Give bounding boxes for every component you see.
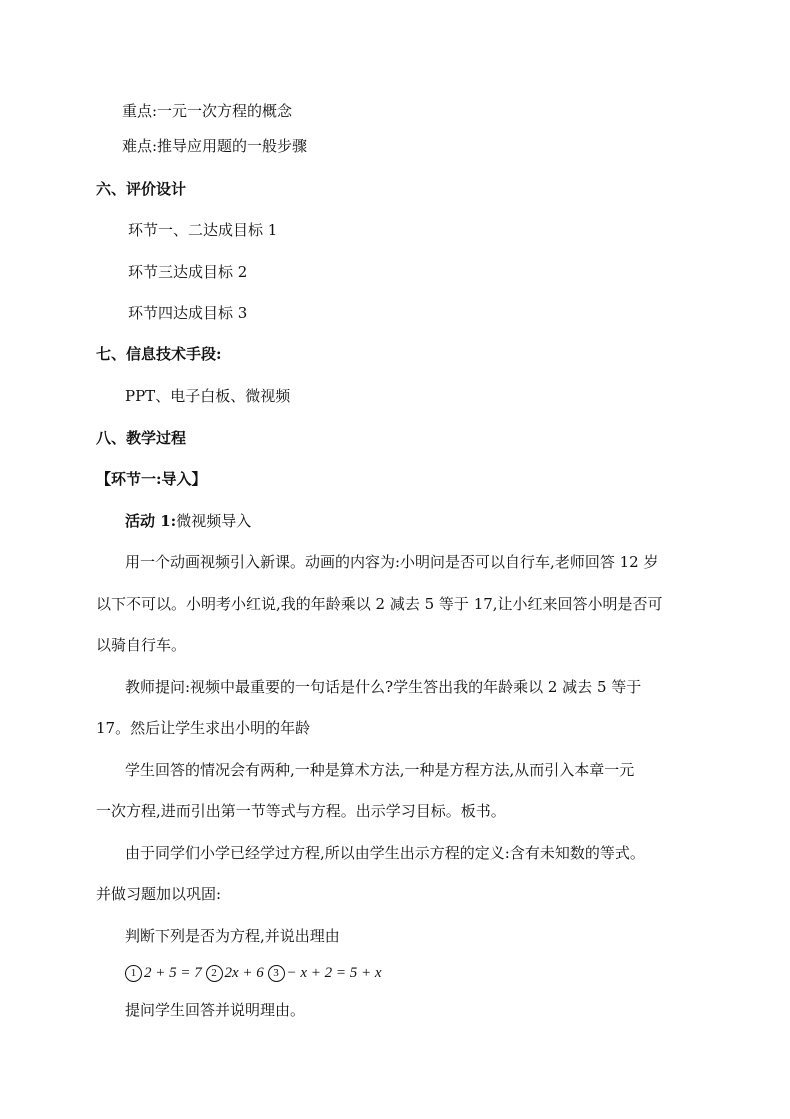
activity-1-text: 微视频导入 <box>176 512 252 530</box>
evaluation-item-2: 环节三达成目标 2 <box>128 263 248 281</box>
paragraph-2-line-2: 17。然后让学生求出小明的年龄 <box>96 719 311 737</box>
paragraph-4-line-2: 并做习题加以巩固: <box>96 885 222 903</box>
section-heading-teaching-process: 八、教学过程 <box>96 429 187 447</box>
circled-number-3: 3 <box>268 965 285 982</box>
difficult-point-line: 难点:推导应用题的一般步骤 <box>122 137 308 155</box>
section-heading-evaluation: 六、评价设计 <box>96 180 187 198</box>
paragraph-3-line-1: 学生回答的情况会有两种,一种是算术方法,一种是方程方法,从而引入本章一元 <box>125 761 635 779</box>
evaluation-item-1: 环节一、二达成目标 1 <box>128 221 278 239</box>
circled-number-2: 2 <box>206 965 223 982</box>
closing-line: 提问学生回答并说明理由。 <box>125 1001 306 1019</box>
equation-3: − x + 2 = 5 + x <box>286 965 382 981</box>
paragraph-1-line-1: 用一个动画视频引入新课。动画的内容为:小明问是否可以自行车,老师回答 12 岁 <box>125 553 659 571</box>
equation-2: 2x + 6 <box>224 965 264 981</box>
paragraph-2-line-1: 教师提问:视频中最重要的一句话是什么?学生答出我的年龄乘以 2 减去 5 等于 <box>125 678 642 696</box>
key-point-line: 重点:一元一次方程的概念 <box>122 102 293 120</box>
activity-1-label: 活动 1: <box>125 512 177 530</box>
paragraph-1-line-3: 以骑自行车。 <box>96 636 187 654</box>
activity-1-line <box>125 511 251 531</box>
section-heading-technology: 七、信息技术手段: <box>96 345 222 363</box>
circled-number-1: 1 <box>125 965 142 982</box>
evaluation-item-3: 环节四达成目标 3 <box>128 304 248 322</box>
paragraph-4-line-1: 由于同学们小学已经学过方程,所以由学生出示方程的定义:含有未知数的等式。 <box>125 844 645 862</box>
technology-tools-line: PPT、电子白板、微视频 <box>125 387 291 405</box>
equations-line <box>125 963 382 983</box>
equation-1: 2 + 5 = 7 <box>144 965 202 981</box>
paragraph-3-line-2: 一次方程,进而引出第一节等式与方程。出示学习目标。板书。 <box>96 802 506 820</box>
paragraph-1-line-2: 以下不可以。小明考小红说,我的年龄乘以 2 减去 5 等于 17,让小红来回答小明是否可 <box>96 595 663 613</box>
stage-heading-intro: 【环节一:导入】 <box>96 470 207 488</box>
question-line: 判断下列是否为方程,并说出理由 <box>125 927 340 945</box>
